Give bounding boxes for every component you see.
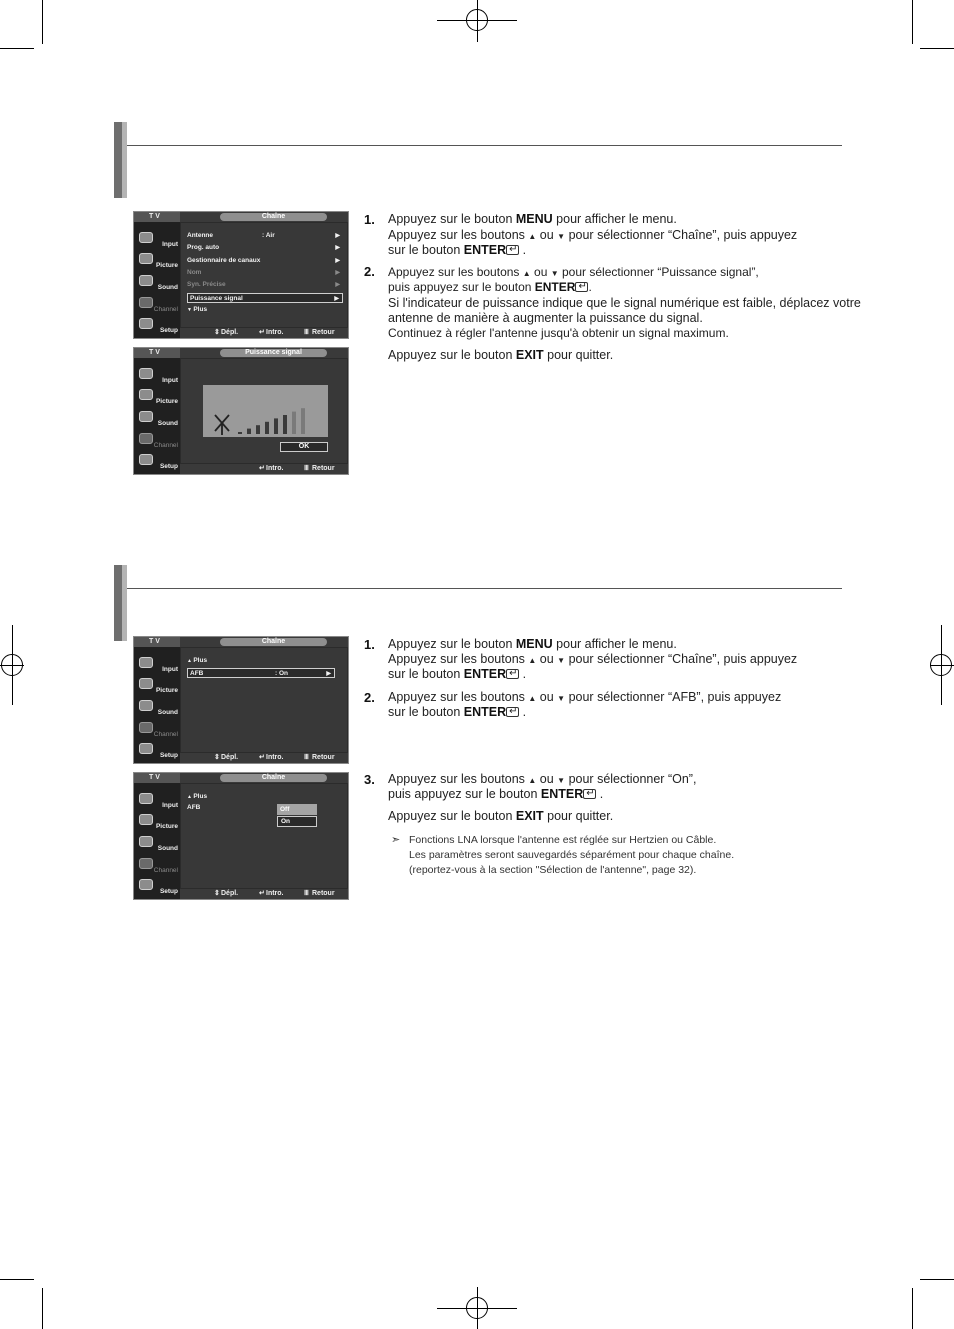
section-header-bar (122, 565, 127, 641)
picture-icon (139, 678, 153, 689)
registration-circle (1, 654, 23, 676)
osd-header (180, 773, 348, 783)
step-number: 2. (364, 264, 375, 279)
signal-bar (247, 429, 251, 434)
osd-main-panel (181, 648, 347, 752)
osd-nav-setup: Setup (136, 452, 180, 472)
osd-option-on[interactable]: On (277, 816, 317, 827)
picture-icon (139, 814, 153, 825)
signal-bar (274, 418, 278, 434)
channel-icon (139, 433, 153, 444)
channel-icon (139, 297, 153, 308)
arrow-down-icon: ▼ (557, 694, 566, 703)
signal-bar (292, 412, 296, 434)
crop-mark (912, 1288, 913, 1329)
crop-mark (42, 1288, 43, 1329)
arrow-up-icon: ▲ (528, 656, 537, 665)
instruction-line: puis appuyez sur le bouton ENTER↵ . (388, 280, 592, 295)
osd-row-plus: ▼ Plus (187, 306, 208, 313)
osd-screen-signal-strength (133, 347, 349, 475)
sound-icon (139, 275, 153, 286)
osd-nav-setup: Setup (136, 316, 180, 336)
step-number: 1. (364, 637, 375, 652)
osd-row-afb: AFB (187, 804, 201, 811)
osd-row-nom: Nom ▶ (187, 269, 340, 276)
sound-icon (139, 411, 153, 422)
osd-title: Chaîne (220, 638, 327, 646)
instruction-line: Appuyez sur le bouton EXIT pour quitter. (388, 809, 614, 823)
enter-icon: ↵ (259, 754, 265, 761)
osd-footer: ⇕ Dépl. ↵ Intro. Ⅲ Retour (180, 753, 348, 763)
osd-nav-setup: Setup (136, 741, 180, 761)
move-icon: ⇕ (214, 754, 220, 761)
instruction-line: sur le bouton ENTER↵ . (388, 243, 526, 258)
input-icon (139, 793, 153, 804)
return-icon: Ⅲ (304, 754, 309, 761)
note-line: Fonctions LNA lorsque l'antenne est réglée sur Hertzien ou Câble. (409, 834, 717, 846)
osd-row-plus: ▲ Plus (187, 657, 208, 664)
enter-icon: ↵ (259, 329, 265, 336)
note-line: Les paramètres seront sauvegardés séparément pour chaque chaîne. (409, 849, 735, 861)
arrow-down-icon: ▼ (557, 776, 566, 785)
osd-nav-picture: Picture (136, 676, 180, 696)
arrow-right-icon: ▶ (335, 270, 340, 276)
step-number: 2. (364, 690, 375, 705)
return-icon: Ⅲ (304, 465, 309, 472)
instruction-line: antenne de manière à augmenter la puissance du signal. (388, 311, 703, 325)
osd-nav-input: Input (136, 366, 180, 386)
sound-icon (139, 700, 153, 711)
osd-row-gestionnaire: Gestionnaire de canaux ▶ (187, 257, 340, 264)
enter-icon: ↵ (259, 465, 265, 472)
signal-bar (265, 422, 269, 434)
arrow-down-icon: ▼ (557, 656, 566, 665)
step-number: 3. (364, 772, 375, 787)
osd-nav-input: Input (136, 230, 180, 250)
osd-row-prog-auto: Prog. auto ▶ (187, 244, 340, 251)
osd-nav-channel: Channel (136, 431, 180, 451)
osd-footer: ⇕ Dépl. ↵ Intro. Ⅲ Retour (180, 889, 348, 899)
osd-tv-label: T V (134, 773, 180, 783)
arrow-down-icon: ▼ (550, 269, 559, 278)
instruction-line: Appuyez sur le bouton MENU pour afficher le menu. (388, 212, 677, 226)
osd-nav-sound: Sound (136, 273, 180, 293)
osd-row-afb: AFB : On ▶ (187, 668, 335, 678)
instruction-line: Appuyez sur le bouton MENU pour afficher le menu. (388, 637, 677, 651)
return-icon: Ⅲ (304, 890, 309, 897)
osd-nav-input: Input (136, 791, 180, 811)
crop-mark (912, 0, 913, 44)
instruction-line: Si l'indicateur de puissance indique que le signal numérique est faible, déplacez votre (388, 296, 861, 310)
osd-screen-channel-menu (133, 211, 349, 339)
return-icon: Ⅲ (304, 329, 309, 336)
instruction-line: Appuyez sur les boutons ▲ ou ▼ pour sélectionner “Chaîne”, puis appuyez (388, 652, 798, 666)
input-icon (139, 368, 153, 379)
arrow-up-icon: ▲ (528, 776, 537, 785)
osd-screen-afb-menu (133, 636, 349, 764)
osd-nav-picture: Picture (136, 251, 180, 271)
setup-icon (139, 743, 153, 754)
signal-bar (256, 425, 260, 434)
channel-icon (139, 722, 153, 733)
arrow-up-icon: ▲ (528, 694, 537, 703)
section-header-rule (127, 145, 842, 146)
arrow-right-icon: ▶ (334, 296, 339, 302)
step-number: 1. (364, 212, 375, 227)
move-icon: ⇕ (214, 890, 220, 897)
osd-nav-sound: Sound (136, 834, 180, 854)
instruction-line: puis appuyez sur le bouton ENTER↵ . (388, 787, 603, 802)
osd-main-panel (181, 223, 347, 327)
crop-mark (920, 1279, 954, 1280)
arrow-down-icon: ▼ (557, 232, 566, 241)
arrow-up-icon: ▲ (187, 794, 194, 800)
sound-icon (139, 836, 153, 847)
osd-screen-afb-options (133, 772, 349, 900)
enter-icon: ↵ (259, 890, 265, 897)
osd-nav-picture: Picture (136, 387, 180, 407)
setup-icon (139, 879, 153, 890)
arrow-right-icon: ▶ (326, 671, 331, 677)
move-icon: ⇕ (214, 329, 220, 336)
osd-option-off[interactable]: Off (277, 804, 317, 815)
instruction-line: sur le bouton ENTER↵ . (388, 705, 526, 720)
setup-icon (139, 454, 153, 465)
note-icon: ➣ (391, 834, 401, 846)
osd-row-syn-precise: Syn. Précise ▶ (187, 281, 340, 288)
signal-bar (238, 432, 242, 434)
picture-icon (139, 389, 153, 400)
signal-bar (301, 408, 305, 434)
osd-row-plus: ▲ Plus (187, 793, 208, 800)
signal-bar (283, 415, 287, 434)
crop-mark (0, 48, 34, 49)
arrow-right-icon: ▶ (335, 282, 340, 288)
instruction-line: sur le bouton ENTER↵ . (388, 667, 526, 682)
osd-header (180, 348, 348, 358)
enter-icon (506, 245, 519, 255)
section-header-bar (122, 122, 127, 198)
crop-mark (0, 1279, 34, 1280)
osd-title: Chaîne (220, 774, 327, 782)
osd-nav-sound: Sound (136, 698, 180, 718)
input-icon (139, 657, 153, 668)
input-icon (139, 232, 153, 243)
osd-row-puissance-signal: Puissance signal ▶ (187, 293, 343, 303)
section-header-rule (127, 588, 842, 589)
osd-main-panel (181, 359, 347, 463)
osd-nav-sound: Sound (136, 409, 180, 429)
osd-nav-channel: Channel (136, 720, 180, 740)
registration-circle (466, 9, 488, 31)
arrow-up-icon: ▲ (187, 658, 194, 664)
osd-tv-label: T V (134, 212, 180, 222)
crop-mark (42, 0, 43, 44)
picture-icon (139, 253, 153, 264)
osd-nav-input: Input (136, 655, 180, 675)
arrow-down-icon: ▼ (187, 307, 194, 313)
registration-circle (930, 654, 952, 676)
instruction-line: Appuyez sur les boutons ▲ ou ▼ pour sélectionner “On”, (388, 772, 697, 786)
arrow-up-icon: ▲ (528, 232, 537, 241)
enter-icon (506, 707, 519, 717)
setup-icon (139, 318, 153, 329)
note-line: (reportez-vous à la section "Sélection de l'antenne", page 32). (409, 864, 697, 876)
section-header-bar (114, 565, 122, 641)
osd-footer: ↵ Intro. Ⅲ Retour (180, 464, 348, 474)
osd-nav-setup: Setup (136, 877, 180, 897)
instruction-line: Appuyez sur les boutons ▲ ou ▼ pour sélectionner “Chaîne”, puis appuyez (388, 228, 798, 242)
registration-circle (466, 1297, 488, 1319)
enter-icon (575, 282, 588, 292)
crop-mark (920, 48, 954, 49)
osd-main-panel (181, 784, 347, 888)
section-header-bar (114, 122, 122, 198)
instruction-line: Appuyez sur les boutons ▲ ou ▼ pour sélectionner “AFB”, puis appuyez (388, 690, 782, 704)
osd-title: Chaîne (220, 213, 327, 221)
osd-footer: ⇕ Dépl. ↵ Intro. Ⅲ Retour (180, 328, 348, 338)
enter-icon (506, 669, 519, 679)
osd-nav-picture: Picture (136, 812, 180, 832)
instruction-line: Appuyez sur le bouton EXIT pour quitter. (388, 348, 614, 362)
ok-button[interactable]: OK (280, 442, 328, 452)
osd-row-antenne: Antenne : Air ▶ (187, 232, 340, 239)
osd-tv-label: T V (134, 637, 180, 647)
arrow-right-icon: ▶ (335, 258, 340, 264)
enter-icon (583, 789, 596, 799)
arrow-right-icon: ▶ (335, 245, 340, 251)
arrow-up-icon: ▲ (522, 269, 531, 278)
osd-header (180, 637, 348, 647)
osd-nav-channel: Channel (136, 295, 180, 315)
osd-tv-label: T V (134, 348, 180, 358)
channel-icon (139, 858, 153, 869)
osd-header (180, 212, 348, 222)
instruction-line: Continuez à régler l'antenne jusqu'à obtenir un signal maximum. (388, 326, 729, 340)
instruction-line: Appuyez sur les boutons ▲ ou ▼ pour sélectionner “Puissance signal”, (388, 265, 759, 279)
osd-nav-channel: Channel (136, 856, 180, 876)
arrow-right-icon: ▶ (335, 233, 340, 239)
osd-title: Puissance signal (220, 349, 327, 357)
